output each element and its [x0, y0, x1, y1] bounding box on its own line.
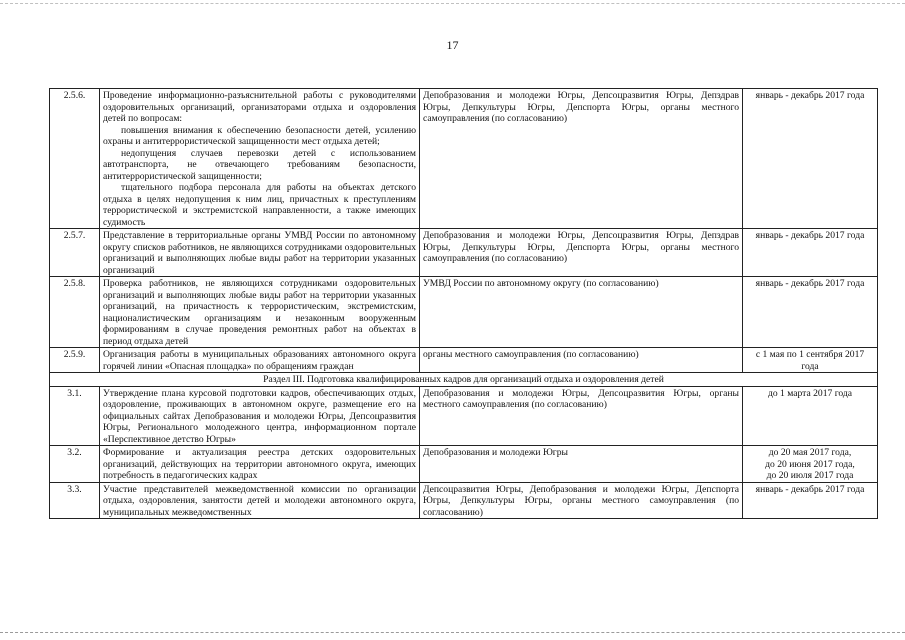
activity-plan-table	[49, 88, 878, 519]
table-row	[50, 446, 878, 483]
deadline-text: январь - декабрь 2017 года	[755, 483, 865, 495]
activity-cell	[100, 446, 420, 483]
activity-cell	[100, 348, 420, 373]
item-number: 3.3.	[50, 482, 100, 519]
activity-paragraph: Представление в территориальные органы УМВД России по автономному округу списков работников, не являющихся сотрудниками оздоровительных организаций и выполняющих любые виды работ на территории указанных организаций	[103, 230, 416, 276]
activity-cell	[100, 386, 420, 446]
scan-edge-top	[0, 3, 905, 4]
deadline-text: до 1 марта 2017 года	[767, 387, 853, 399]
activity-paragraph: Организация работы в муниципальных образованиях автономного округа горячей линии «Опасная площадка» по обращениям граждан	[103, 349, 416, 372]
deadline-cell	[743, 386, 878, 446]
scan-edge-bottom	[0, 632, 905, 633]
page-number: 17	[446, 38, 459, 52]
table-row	[50, 277, 878, 348]
deadline-cell	[743, 89, 878, 229]
activity-paragraph: повышения внимания к обеспечению безопасности детей, усилению охраны и антитеррористической защищенности мест отдыха детей;	[103, 124, 416, 147]
activity-cell	[100, 229, 420, 277]
responsible-cell: Депобразования и молодежи Югры	[420, 446, 743, 483]
deadline-text: январь - декабрь 2017 года	[755, 90, 865, 101]
deadline-cell	[743, 229, 878, 277]
activity-paragraph: недопущения случаев перевозки детей с использованием автотранспорта, не отвечающего требованиям безопасности, антитеррористической защищенности;	[103, 147, 416, 182]
responsible-cell: Депобразования и молодежи Югры, Депсоцразвития Югры, Депздрав Югры, Депкультуры Югры, Депспорта Югры, органы местного самоуправления (по согласованию)	[420, 229, 743, 277]
deadline-text: до 20 мая 2017 года,	[768, 447, 852, 458]
section-title: Раздел III. Подготовка квалифицированных кадров для организаций отдыха и оздоровления детей	[50, 373, 878, 387]
activity-cell	[100, 482, 420, 519]
responsible-cell: органы местного самоуправления (по согласованию)	[420, 348, 743, 373]
responsible-cell: УМВД России по автономному округу (по согласованию)	[420, 277, 743, 348]
activity-paragraph: Участие представителей межведомственной комиссии по организации отдыха, оздоровления, занятости детей и молодежи автономного округа, муниципальных межведомственных	[103, 483, 416, 518]
activity-paragraph: Формирование и актуализация реестра детских оздоровительных организаций, действующих на территории автономного округа, имеющих потребность в педагогических кадрах	[103, 447, 416, 481]
activity-cell	[100, 89, 420, 229]
item-number: 3.1.	[50, 386, 100, 446]
item-number: 3.2.	[50, 446, 100, 483]
section-header-row	[50, 373, 878, 387]
deadline-cell	[743, 348, 878, 373]
deadline-text: с 1 мая по 1 сентября 2017 года	[755, 349, 865, 372]
deadline-text: январь - декабрь 2017 года	[755, 278, 865, 289]
item-number: 2.5.7.	[50, 229, 100, 277]
activity-paragraph: Утверждение плана курсовой подготовки кадров, обеспечивающих отдых, оздоровление, проживающих в автономном округе, размещение его на официальных сайтах Депобразования и молодежи Югры, Депсоцразвития Югры, Регионального молодежного центра, информационном портале «Перспективное детство Югры»	[103, 387, 416, 445]
item-number: 2.5.9.	[50, 348, 100, 373]
deadline-cell	[743, 277, 878, 348]
table-row	[50, 482, 878, 519]
responsible-cell: Депсоцразвития Югры, Депобразования и молодежи Югры, Депспорта Югры, Депкультуры Югры, органы местного самоуправления (по согласованию)	[420, 482, 743, 519]
table-row	[50, 89, 878, 229]
deadline-text: январь - декабрь 2017 года	[755, 230, 865, 241]
responsible-cell: Депобразования и молодежи Югры, Депсоцразвития Югры, Депздрав Югры, Депкультуры Югры, Депспорта Югры, органы местного самоуправления (по согласованию)	[420, 89, 743, 229]
table-row	[50, 229, 878, 277]
deadline-text: до 20 июля 2017 года	[766, 470, 854, 481]
responsible-cell: Депобразования и молодежи Югры, Депсоцразвития Югры, органы местного самоуправления (по согласованию)	[420, 386, 743, 446]
activity-paragraph: Проверка работников, не являющихся сотрудниками оздоровительных организаций и выполняющих любые виды работ на территории указанных организаций, на причастность к террористическим, экстремистским, националистическим организациям и незаконным вооруженным формированиям в случае проведения ремонтных работ на объектах в период отдыха детей	[103, 278, 416, 347]
activity-cell	[100, 277, 420, 348]
item-number: 2.5.6.	[50, 89, 100, 229]
table-row	[50, 348, 878, 373]
deadline-cell	[743, 482, 878, 519]
table-row	[50, 386, 878, 446]
deadline-text: до 20 июня 2017 года,	[765, 458, 855, 470]
deadline-cell	[743, 446, 878, 483]
item-number: 2.5.8.	[50, 277, 100, 348]
activity-paragraph: Проведение информационно-разъяснительной работы с руководителями оздоровительных организаций, организаторами отдыха и оздоровления детей по вопросам:	[103, 90, 416, 124]
activity-paragraph: тщательного подбора персонала для работы на объектах детского отдыха в целях недопущения к ним лиц, причастных к преступлениям террористической и экстремистской направленности, а также имеющих судимость	[103, 182, 416, 228]
